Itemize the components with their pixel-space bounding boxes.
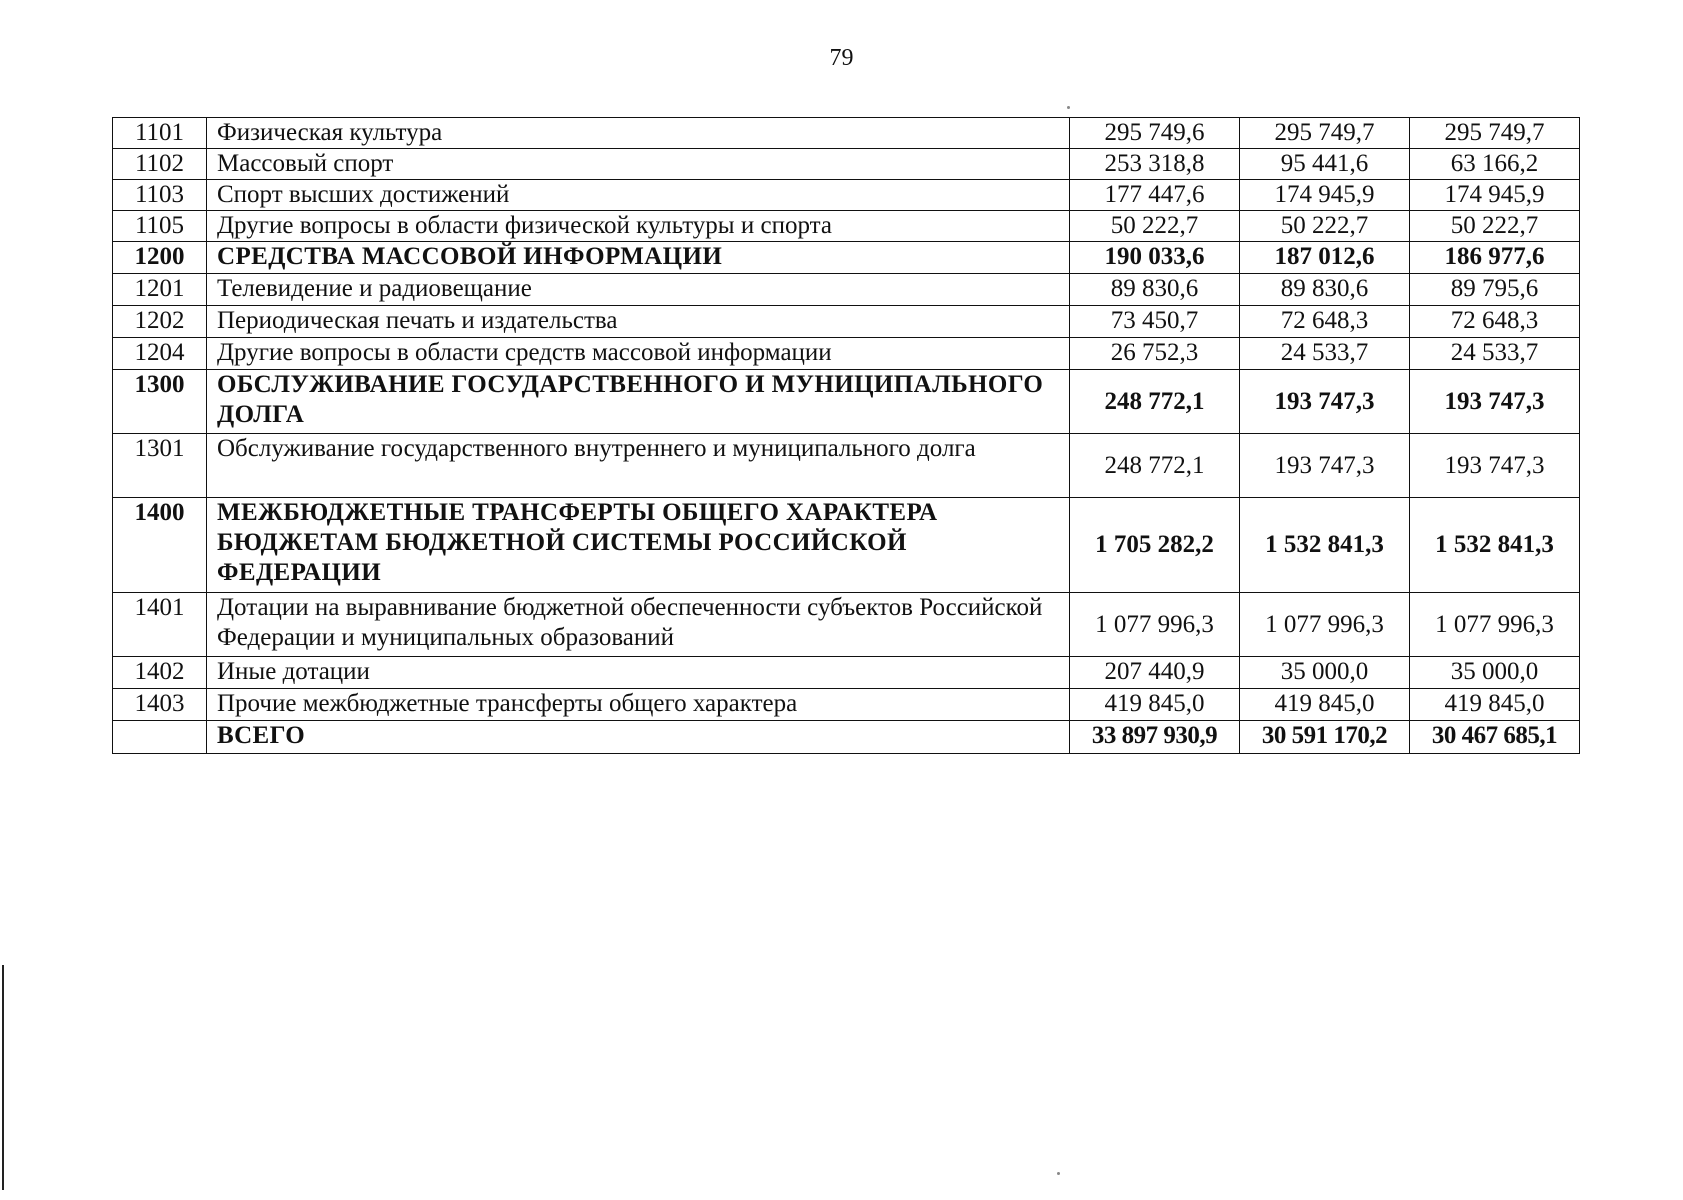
row-value-1: 26 752,3 — [1070, 338, 1240, 370]
row-name: Дотации на выравнивание бюджетной обеспеченности субъектов Российской Федерации и муниципальных образований — [207, 593, 1070, 657]
row-value-3: 35 000,0 — [1410, 657, 1580, 689]
row-code: 1101 — [113, 118, 207, 149]
table-row — [113, 593, 1580, 657]
row-code: 1401 — [113, 593, 207, 657]
row-value-1: 248 772,1 — [1070, 370, 1240, 434]
row-value-3: 193 747,3 — [1410, 434, 1580, 498]
row-value-3: 63 166,2 — [1410, 149, 1580, 180]
row-value-2: 193 747,3 — [1240, 434, 1410, 498]
table-row — [113, 180, 1580, 211]
row-value-1: 253 318,8 — [1070, 149, 1240, 180]
row-name: МЕЖБЮДЖЕТНЫЕ ТРАНСФЕРТЫ ОБЩЕГО ХАРАКТЕРА БЮДЖЕТАМ БЮДЖЕТНОЙ СИСТЕМЫ РОССИЙСКОЙ ФЕДЕРАЦИИ — [207, 498, 1070, 593]
row-code: 1103 — [113, 180, 207, 211]
budget-table — [112, 117, 1580, 754]
row-value-2: 95 441,6 — [1240, 149, 1410, 180]
table-row — [113, 338, 1580, 370]
row-value-1: 1 077 996,3 — [1070, 593, 1240, 657]
row-value-3: 30 467 685,1 — [1410, 721, 1580, 754]
row-code — [113, 721, 207, 754]
table-row — [113, 306, 1580, 338]
row-value-3: 1 532 841,3 — [1410, 498, 1580, 593]
row-value-1: 248 772,1 — [1070, 434, 1240, 498]
table-row — [113, 434, 1580, 498]
table-row — [113, 689, 1580, 721]
row-code: 1400 — [113, 498, 207, 593]
row-name: Иные дотации — [207, 657, 1070, 689]
row-code: 1105 — [113, 211, 207, 242]
row-value-3: 50 222,7 — [1410, 211, 1580, 242]
row-value-2: 419 845,0 — [1240, 689, 1410, 721]
row-name: Периодическая печать и издательства — [207, 306, 1070, 338]
row-value-1: 419 845,0 — [1070, 689, 1240, 721]
scan-artifact-dot — [1057, 1172, 1060, 1175]
row-value-2: 30 591 170,2 — [1240, 721, 1410, 754]
row-code: 1403 — [113, 689, 207, 721]
page-number: 79 — [829, 45, 854, 71]
row-value-1: 207 440,9 — [1070, 657, 1240, 689]
row-name: Обслуживание государственного внутреннего и муниципального долга — [207, 434, 1070, 498]
row-value-1: 1 705 282,2 — [1070, 498, 1240, 593]
row-value-2: 1 077 996,3 — [1240, 593, 1410, 657]
row-value-1: 190 033,6 — [1070, 242, 1240, 274]
row-code: 1200 — [113, 242, 207, 274]
row-value-3: 72 648,3 — [1410, 306, 1580, 338]
row-value-3: 174 945,9 — [1410, 180, 1580, 211]
row-value-3: 295 749,7 — [1410, 118, 1580, 149]
row-value-2: 187 012,6 — [1240, 242, 1410, 274]
row-name: ОБСЛУЖИВАНИЕ ГОСУДАРСТВЕННОГО И МУНИЦИПАЛЬНОГО ДОЛГА — [207, 370, 1070, 434]
row-value-3: 1 077 996,3 — [1410, 593, 1580, 657]
row-value-3: 186 977,6 — [1410, 242, 1580, 274]
row-value-2: 174 945,9 — [1240, 180, 1410, 211]
row-name: Телевидение и радиовещание — [207, 274, 1070, 306]
row-value-1: 50 222,7 — [1070, 211, 1240, 242]
row-value-3: 24 533,7 — [1410, 338, 1580, 370]
table-row-section — [113, 498, 1580, 593]
table-row — [113, 211, 1580, 242]
row-name: СРЕДСТВА МАССОВОЙ ИНФОРМАЦИИ — [207, 242, 1070, 274]
row-value-2: 1 532 841,3 — [1240, 498, 1410, 593]
table-row — [113, 118, 1580, 149]
row-code: 1202 — [113, 306, 207, 338]
table-row-section — [113, 370, 1580, 434]
row-name: Физическая культура — [207, 118, 1070, 149]
row-value-3: 193 747,3 — [1410, 370, 1580, 434]
row-value-2: 72 648,3 — [1240, 306, 1410, 338]
table-row — [113, 657, 1580, 689]
table-row — [113, 149, 1580, 180]
row-code: 1201 — [113, 274, 207, 306]
scan-margin-line — [2, 965, 4, 1190]
row-name: Спорт высших достижений — [207, 180, 1070, 211]
row-code: 1301 — [113, 434, 207, 498]
row-value-1: 89 830,6 — [1070, 274, 1240, 306]
row-value-2: 35 000,0 — [1240, 657, 1410, 689]
row-code: 1102 — [113, 149, 207, 180]
scan-artifact-dot — [1067, 106, 1070, 109]
row-name: Другие вопросы в области средств массовой информации — [207, 338, 1070, 370]
row-value-1: 33 897 930,9 — [1070, 721, 1240, 754]
row-value-3: 89 795,6 — [1410, 274, 1580, 306]
table-row — [113, 274, 1580, 306]
row-value-2: 193 747,3 — [1240, 370, 1410, 434]
row-value-3: 419 845,0 — [1410, 689, 1580, 721]
row-code: 1402 — [113, 657, 207, 689]
row-value-1: 73 450,7 — [1070, 306, 1240, 338]
row-value-2: 295 749,7 — [1240, 118, 1410, 149]
row-name: ВСЕГО — [207, 721, 1070, 754]
row-code: 1300 — [113, 370, 207, 434]
row-value-2: 89 830,6 — [1240, 274, 1410, 306]
row-name: Другие вопросы в области физической культуры и спорта — [207, 211, 1070, 242]
table-row-section — [113, 242, 1580, 274]
row-value-2: 50 222,7 — [1240, 211, 1410, 242]
row-value-2: 24 533,7 — [1240, 338, 1410, 370]
table-row-total — [113, 721, 1580, 754]
row-name: Прочие межбюджетные трансферты общего характера — [207, 689, 1070, 721]
row-code: 1204 — [113, 338, 207, 370]
row-value-1: 177 447,6 — [1070, 180, 1240, 211]
row-value-1: 295 749,6 — [1070, 118, 1240, 149]
row-name: Массовый спорт — [207, 149, 1070, 180]
